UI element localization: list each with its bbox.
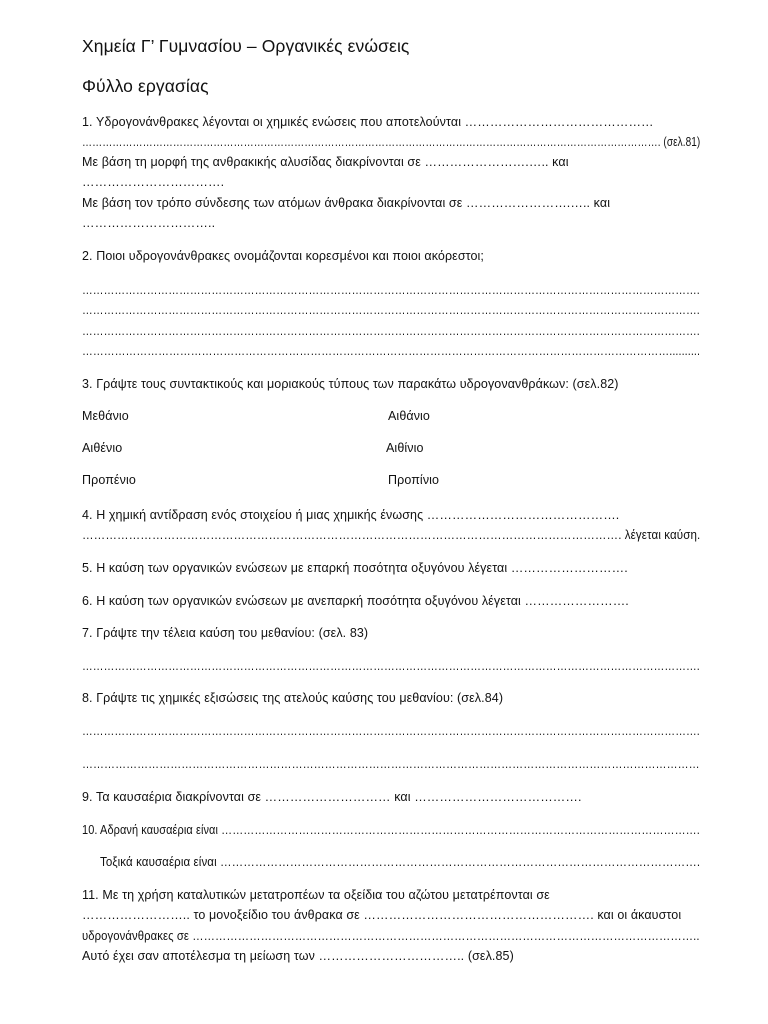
worksheet-title: Χημεία Γ’ Γυμνασίου – Οργανικές ενώσεις [82,36,410,56]
q2-answer-line: ………………………………………………………………………………………………………………………………………………………. [82,303,700,317]
q4-line-1: 4. Η χημική αντίδραση ενός στοιχείου ή μιας χημικής ένωσης ………………………………………. [82,508,620,522]
q8-answer-line: …………………………………………………………………………………………………………………………………………………… [82,757,700,771]
q11-line-3: υδρογονάνθρακες σε …………………………………………………………………………………………………………………….. [82,929,700,943]
q2-answer-line: ………………………………………………………………………………………………………………………………………………………. [82,324,700,338]
q2-answer-line: ……………………………………………………………………………………………………………………………………………….......... [82,344,701,358]
q3-right-item: Αιθάνιο [388,409,430,423]
q3-left-item: Μεθάνιο [82,409,129,423]
q7-question: 7. Γράψτε την τέλεια καύση του μεθανίου: (σελ. 83) [82,626,369,640]
q11-line-1: 11. Με τη χρήση καταλυτικών μετατροπέων τα οξείδια του αζώτου μετατρέπονται σε [82,888,550,902]
q1-line-3: Με βάση τη μορφή της ανθρακικής αλυσίδας διακρίνονται σε …………………….….. και [82,155,569,169]
q1-line-1: 1. Υδρογονάνθρακες λέγονται οι χημικές ενώσεις που αποτελούνται ……………………………………… [82,115,654,129]
q10-line-2: Τοξικά καυσαέρια είναι ……………………………………………………………………………………………………………. [100,855,701,869]
q7-answer-line: ………………………………………………………………………………………………………………………………………………………. [82,659,700,673]
q4-line-2: …………………………………………………………………………………………………………………………. λέγεται καύση. [82,528,701,542]
q3-left-item: Προπένιο [82,473,136,487]
q3-right-item: Αιθίνιο [386,441,424,455]
q9-line: 9. Τα καυσαέρια διακρίνονται σε ………………………… και …………………………………. [82,790,582,804]
q6-line: 6. Η καύση των οργανικών ενώσεων με ανεπαρκή ποσότητα οξυγόνου λέγεται ……………………. [82,594,629,608]
q1-line-6: ………………………….. [82,216,216,230]
q11-line-2: …………………….. το μονοξείδιο του άνθρακα σε ………………………………………………. και οι άκαυστοι [82,908,682,922]
q1-line-4: ……………………………. [82,175,225,189]
q2-question: 2. Ποιοι υδρογονάνθρακες ονομάζονται κορεσμένοι και ποιοι ακόρεστοι; [82,249,485,263]
q8-answer-line: ………………………………………………………………………………………………………………………………………………………. [82,724,700,738]
q10-line-1: 10. Αδρανή καυσαέρια είναι …………………………………………………………………………………………………………………. [82,823,700,837]
q1-line-2: ………………………………………………………………………………………………………………………………………………………. (σελ.81) [82,135,701,149]
q5-line: 5. Η καύση των οργανικών ενώσεων με επαρκή ποσότητα οξυγόνου λέγεται ………………………. [82,561,628,575]
q2-answer-line: ………………………………………………………………………………………………………………………………………………………. [82,283,700,297]
q3-left-item: Αιθένιο [82,441,123,455]
q11-line-4: Αυτό έχει σαν αποτέλεσμα τη μείωση των …………………………….. (σελ.85) [82,949,514,963]
q1-line-5: Με βάση τον τρόπο σύνδεσης των ατόμων άνθρακα διακρίνονται σε …………………….….. και [82,196,611,210]
q3-question: 3. Γράψτε τους συντακτικούς και μοριακούς τύπους των παρακάτω υδρογονανθράκων: (σελ.82) [82,377,619,391]
q3-right-item: Προπίνιο [388,473,440,487]
q8-question: 8. Γράψτε τις χημικές εξισώσεις της ατελούς καύσης του μεθανίου: (σελ.84) [82,691,504,705]
worksheet-subtitle: Φύλλο εργασίας [82,76,209,96]
